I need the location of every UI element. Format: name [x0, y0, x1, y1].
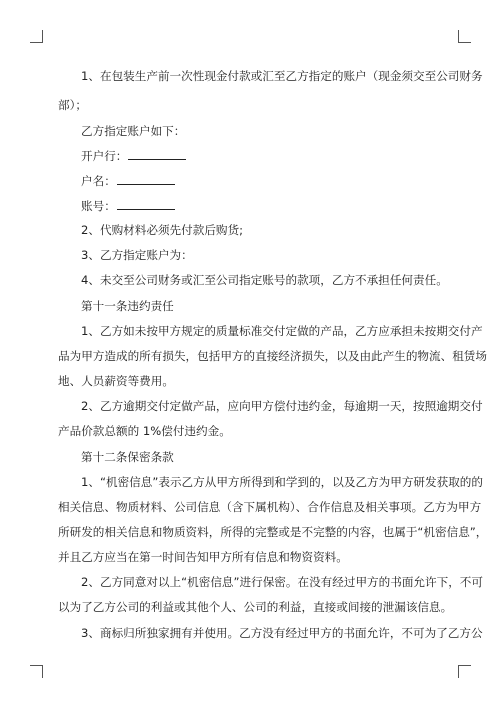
account-number-blank [117, 199, 175, 210]
account-intro: 乙方指定账户如下： [81, 124, 186, 138]
paragraph-line: 4、未交至公司财务或汇至公司指定账号的款项，乙方不承担任何责任。 [81, 273, 448, 287]
paragraph-line: 地、人员薪资等费用。 [58, 374, 174, 388]
paragraph-line: 3、乙方指定账户为： [81, 248, 193, 262]
section-heading-11: 第十一条违约责任 [81, 299, 174, 313]
paragraph-line: 2、乙方同意对以上“机密信息”进行保密。在没有经过甲方的书面允许下，不可 [81, 575, 483, 589]
account-number-label: 账号： [81, 199, 116, 213]
account-name-label: 户名： [81, 174, 116, 188]
paragraph-line: 3、商标归所独家拥有并使用。乙方没有经过甲方的书面允许，不可为了乙方公 [81, 626, 483, 640]
paragraph-line: 产品价款总额的 1%偿付违约金。 [58, 424, 231, 438]
crop-mark-top-right [458, 30, 471, 43]
section-heading-12: 第十二条保密条款 [81, 450, 174, 464]
paragraph-line: 以为了乙方公司的利益或其他个人、公司的利益，直接或间接的泄漏该信息。 [58, 600, 453, 614]
bank-label: 开户行： [81, 149, 128, 163]
bank-blank [128, 149, 186, 160]
paragraph-line: 相关信息、物质材料、公司信息（含下属机构）、合作信息及相关事项。乙方为甲方 [58, 500, 482, 514]
account-name-field [81, 173, 175, 189]
paragraph-line: 1、在包装生产前一次性现金付款或汇至乙方指定的账户（现金须交至公司财务 [81, 69, 483, 83]
crop-mark-top-left [30, 30, 43, 43]
crop-mark-bottom-right [458, 665, 471, 678]
paragraph-line: 并且乙方应当在第一时间告知甲方所有信息和物资资料。 [58, 550, 348, 564]
account-number-field [81, 198, 175, 214]
account-name-blank [117, 174, 175, 185]
paragraph-line: 部）； [58, 98, 87, 112]
paragraph-line: 品为甲方造成的所有损失，包括甲方的直接经济损失，以及由此产生的物流、租赁场 [58, 349, 487, 363]
paragraph-line: 所研发的相关信息和物质资料，所得的完整或是不完整的内容，也属于“机密信息”， [58, 525, 488, 539]
paragraph-line: 2、乙方逾期交付定做产品，应向甲方偿付违约金，每逾期一天，按照逾期交付 [81, 399, 483, 413]
paragraph-line: 1、“机密信息”表示乙方从甲方所得到和学到的，以及乙方为甲方研发获取的的 [81, 475, 483, 489]
bank-field [81, 148, 186, 164]
paragraph-line: 1、乙方如未按甲方规定的质量标准交付定做的产品，乙方应承担未按期交付产 [81, 324, 483, 338]
paragraph-line: 2、代购材料必须先付款后购货; [81, 223, 244, 237]
crop-mark-bottom-left [30, 665, 43, 678]
